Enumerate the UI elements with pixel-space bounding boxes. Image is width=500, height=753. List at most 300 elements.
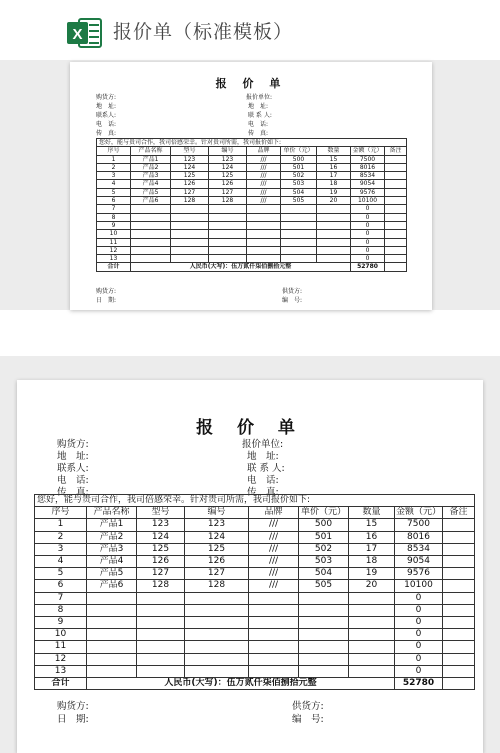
quote-sheet-small <box>70 62 432 310</box>
phone2-label: 电 话: <box>247 475 279 486</box>
table-row <box>35 641 475 653</box>
column-header: 序号 <box>35 507 87 519</box>
table-cell: 19 <box>317 188 351 196</box>
table-cell: 127 <box>137 568 185 580</box>
table-cell: /// <box>249 580 299 592</box>
table-cell <box>385 172 407 180</box>
table-cell: 6 <box>35 580 87 592</box>
address2-label: 地 址: <box>248 103 269 110</box>
table-cell: 7500 <box>351 155 385 163</box>
table-cell: 产品3 <box>87 543 137 555</box>
table-cell: 产品1 <box>87 519 137 531</box>
table-cell: 502 <box>281 172 317 180</box>
table-cell: 124 <box>209 163 247 171</box>
header-row <box>97 147 407 155</box>
table-cell: 501 <box>299 531 349 543</box>
table-cell: 123 <box>171 155 209 163</box>
table-cell: 5 <box>35 568 87 580</box>
intro-row <box>97 139 407 147</box>
table-cell: 4 <box>35 556 87 568</box>
table-cell: 502 <box>299 543 349 555</box>
table-cell <box>87 641 137 653</box>
phone-label: 电 话: <box>57 475 89 486</box>
table-cell: 8534 <box>351 172 385 180</box>
table-cell: 7500 <box>395 519 443 531</box>
table-cell <box>443 629 475 641</box>
table-cell <box>247 238 281 246</box>
buyer-label: 购货方: <box>96 94 117 101</box>
table-cell: /// <box>247 163 281 171</box>
table-cell <box>131 238 171 246</box>
table-cell <box>185 604 249 616</box>
table-cell: 126 <box>171 180 209 188</box>
table-cell: 125 <box>137 543 185 555</box>
fax-label: 传 真: <box>96 130 117 137</box>
table-cell: 1 <box>97 155 131 163</box>
address-label: 地 址: <box>57 451 89 462</box>
table-cell <box>299 641 349 653</box>
table-cell: 125 <box>185 543 249 555</box>
table-cell: /// <box>249 556 299 568</box>
table-cell <box>317 205 351 213</box>
table-cell <box>171 230 209 238</box>
table-cell: 0 <box>395 617 443 629</box>
table-cell <box>317 238 351 246</box>
table-cell: 0 <box>395 592 443 604</box>
table-cell: 505 <box>299 580 349 592</box>
table-cell <box>171 205 209 213</box>
table-cell: 产品4 <box>131 180 171 188</box>
table-cell: 0 <box>351 238 385 246</box>
table-cell <box>443 665 475 677</box>
table-cell <box>249 653 299 665</box>
table-cell: 3 <box>35 543 87 555</box>
total-words: 人民币(大写)：伍万贰仟柒佰捌拾元整 <box>87 678 395 690</box>
column-header: 型号 <box>137 507 185 519</box>
fax2-label: 传 真: <box>248 130 269 137</box>
total-value: 52780 <box>395 678 443 690</box>
footer-supplier: 供货方: <box>292 701 324 712</box>
table-cell: 9576 <box>351 188 385 196</box>
contact2-label: 联 系 人: <box>247 463 285 474</box>
table-cell <box>247 230 281 238</box>
table-cell: 504 <box>299 568 349 580</box>
column-header: 编号 <box>185 507 249 519</box>
quote-table <box>96 138 407 272</box>
excel-icon <box>67 17 103 49</box>
table-cell: 11 <box>97 238 131 246</box>
table-cell: 2 <box>35 531 87 543</box>
table-cell: 128 <box>209 197 247 205</box>
table-cell: 124 <box>185 531 249 543</box>
table-cell <box>247 221 281 229</box>
table-cell <box>209 221 247 229</box>
page-header <box>0 0 500 60</box>
header-row <box>35 507 475 519</box>
buyer-label: 购货方: <box>57 439 89 450</box>
table-row <box>35 592 475 604</box>
table-cell <box>443 531 475 543</box>
table-row <box>97 213 407 221</box>
table-cell <box>171 238 209 246</box>
table-cell: 124 <box>137 531 185 543</box>
address-label: 地 址: <box>96 103 117 110</box>
table-cell <box>131 213 171 221</box>
table-cell <box>443 568 475 580</box>
table-cell <box>185 665 249 677</box>
doc-title: 报 价 单 <box>196 418 304 438</box>
table-cell <box>247 255 281 263</box>
table-cell <box>209 230 247 238</box>
quote-unit-label: 报价单位: <box>246 94 273 101</box>
table-cell: 10 <box>35 629 87 641</box>
phone2-label: 电 话: <box>248 121 269 128</box>
table-cell <box>281 230 317 238</box>
column-header: 数量 <box>349 507 395 519</box>
table-row <box>97 188 407 196</box>
table-cell <box>317 221 351 229</box>
table-cell: 125 <box>209 172 247 180</box>
table-cell <box>87 629 137 641</box>
column-header: 编号 <box>209 147 247 155</box>
column-header: 备注 <box>385 147 407 155</box>
table-cell <box>385 238 407 246</box>
table-cell: 19 <box>349 568 395 580</box>
table-cell <box>131 205 171 213</box>
table-row <box>97 163 407 171</box>
table-cell <box>209 213 247 221</box>
table-cell <box>185 592 249 604</box>
column-header: 序号 <box>97 147 131 155</box>
table-cell <box>317 255 351 263</box>
table-cell: 15 <box>349 519 395 531</box>
table-cell: 8534 <box>395 543 443 555</box>
total-row <box>35 678 475 690</box>
table-cell: 500 <box>299 519 349 531</box>
quote-table <box>34 494 475 690</box>
table-row <box>35 531 475 543</box>
table-cell <box>185 617 249 629</box>
table-row <box>97 172 407 180</box>
table-cell <box>385 155 407 163</box>
table-cell: 0 <box>395 653 443 665</box>
total-row <box>97 263 407 271</box>
table-cell: 产品1 <box>131 155 171 163</box>
table-cell: 9 <box>97 221 131 229</box>
table-cell: /// <box>249 543 299 555</box>
table-row <box>35 604 475 616</box>
table-cell: 126 <box>209 180 247 188</box>
table-cell: 11 <box>35 641 87 653</box>
footer-number: 编 号: <box>292 714 324 725</box>
table-cell <box>385 221 407 229</box>
table-cell: 0 <box>395 604 443 616</box>
total-label: 合计 <box>35 678 87 690</box>
quote-sheet-large <box>17 380 483 753</box>
table-cell <box>247 246 281 254</box>
table-cell: 10100 <box>351 197 385 205</box>
table-cell <box>171 221 209 229</box>
table-cell: 13 <box>97 255 131 263</box>
table-cell <box>185 653 249 665</box>
table-row <box>35 556 475 568</box>
table-cell <box>209 205 247 213</box>
table-cell <box>209 246 247 254</box>
table-cell <box>137 629 185 641</box>
table-cell <box>443 580 475 592</box>
column-header: 数量 <box>317 147 351 155</box>
table-cell <box>385 246 407 254</box>
table-row <box>97 205 407 213</box>
footer-supplier: 供货方: <box>282 288 303 295</box>
table-cell <box>299 592 349 604</box>
table-cell <box>137 592 185 604</box>
table-cell: 0 <box>351 221 385 229</box>
table-cell: /// <box>247 197 281 205</box>
doc-title: 报 价 单 <box>215 77 287 90</box>
table-cell <box>131 230 171 238</box>
table-cell: 20 <box>349 580 395 592</box>
fax-label: 传 真: <box>57 487 89 498</box>
table-row <box>35 665 475 677</box>
table-cell: 128 <box>185 580 249 592</box>
column-header: 单价（元） <box>281 147 317 155</box>
table-cell: 9054 <box>351 180 385 188</box>
table-cell: 9054 <box>395 556 443 568</box>
table-cell: 0 <box>351 213 385 221</box>
table-cell <box>385 205 407 213</box>
table-cell <box>443 543 475 555</box>
table-cell: 16 <box>349 531 395 543</box>
table-cell: 10 <box>97 230 131 238</box>
table-cell <box>249 629 299 641</box>
table-cell <box>247 205 281 213</box>
footer-buyer: 购货方: <box>57 701 89 712</box>
table-cell <box>349 665 395 677</box>
column-header: 品牌 <box>249 507 299 519</box>
table-cell <box>87 665 137 677</box>
table-cell <box>443 592 475 604</box>
table-row <box>97 155 407 163</box>
table-cell <box>385 255 407 263</box>
table-cell: 127 <box>185 568 249 580</box>
table-cell <box>385 188 407 196</box>
table-cell: 产品2 <box>87 531 137 543</box>
table-cell: 127 <box>171 188 209 196</box>
table-cell <box>249 665 299 677</box>
table-cell: 13 <box>35 665 87 677</box>
column-header: 产品名称 <box>131 147 171 155</box>
table-cell: 产品5 <box>131 188 171 196</box>
table-cell <box>137 653 185 665</box>
table-cell: 123 <box>137 519 185 531</box>
table-cell: 4 <box>97 180 131 188</box>
table-cell: 17 <box>317 172 351 180</box>
table-cell <box>349 592 395 604</box>
table-cell: 123 <box>185 519 249 531</box>
table-cell <box>281 255 317 263</box>
table-cell: 8016 <box>351 163 385 171</box>
table-cell <box>317 213 351 221</box>
table-row <box>35 580 475 592</box>
table-cell <box>171 246 209 254</box>
table-cell: 9576 <box>395 568 443 580</box>
table-cell: 8 <box>97 213 131 221</box>
table-row <box>97 246 407 254</box>
table-cell <box>349 617 395 629</box>
footer-buyer: 购货方: <box>96 288 117 295</box>
table-cell: 18 <box>317 180 351 188</box>
table-cell: 128 <box>171 197 209 205</box>
column-header: 品牌 <box>247 147 281 155</box>
table-cell: 16 <box>317 163 351 171</box>
table-cell <box>299 653 349 665</box>
table-cell: 125 <box>171 172 209 180</box>
table-cell: 1 <box>35 519 87 531</box>
table-cell: 123 <box>209 155 247 163</box>
table-cell: 产品5 <box>87 568 137 580</box>
table-cell <box>185 641 249 653</box>
table-row <box>35 629 475 641</box>
table-cell: 503 <box>299 556 349 568</box>
table-cell: 18 <box>349 556 395 568</box>
table-cell <box>443 617 475 629</box>
table-cell <box>209 255 247 263</box>
table-row <box>97 230 407 238</box>
table-cell: 500 <box>281 155 317 163</box>
table-row <box>97 221 407 229</box>
table-cell <box>443 653 475 665</box>
total-remark <box>443 678 475 690</box>
intro-row <box>35 495 475 507</box>
table-cell <box>299 604 349 616</box>
table-cell <box>171 213 209 221</box>
table-cell: 0 <box>395 641 443 653</box>
table-cell <box>281 205 317 213</box>
table-cell <box>137 641 185 653</box>
table-cell <box>317 230 351 238</box>
table-cell <box>249 617 299 629</box>
page-title: 报价单（标准模板） <box>113 21 294 43</box>
table-cell: 17 <box>349 543 395 555</box>
column-header: 单价（元） <box>299 507 349 519</box>
total-value: 52780 <box>351 263 385 271</box>
table-cell: 505 <box>281 197 317 205</box>
table-cell: 0 <box>395 665 443 677</box>
contact-label: 联系人: <box>57 463 89 474</box>
table-cell: /// <box>247 172 281 180</box>
table-row <box>35 519 475 531</box>
table-cell <box>299 665 349 677</box>
fax2-label: 传 真: <box>247 487 279 498</box>
table-cell <box>299 629 349 641</box>
table-row <box>97 238 407 246</box>
table-cell <box>87 653 137 665</box>
table-cell: /// <box>247 188 281 196</box>
table-cell: 15 <box>317 155 351 163</box>
table-cell <box>317 246 351 254</box>
table-cell: 0 <box>395 629 443 641</box>
intro-text: 您好，能与贵司合作，我司倍感荣幸。针对贵司所需，我司报价如下: <box>35 495 475 507</box>
table-cell: 124 <box>171 163 209 171</box>
table-cell <box>385 163 407 171</box>
intro-text: 您好，能与贵司合作，我司倍感荣幸。针对贵司所需，我司报价如下: <box>97 139 407 147</box>
table-cell: 5 <box>97 188 131 196</box>
table-cell: /// <box>249 519 299 531</box>
table-row <box>35 653 475 665</box>
table-cell: /// <box>249 531 299 543</box>
table-cell: 7 <box>97 205 131 213</box>
table-cell: 504 <box>281 188 317 196</box>
table-cell <box>349 629 395 641</box>
table-cell: 126 <box>137 556 185 568</box>
table-row <box>97 255 407 263</box>
footer-number: 编 号: <box>282 297 303 304</box>
table-cell <box>131 221 171 229</box>
footer-date: 日 期: <box>96 297 117 304</box>
table-cell: 产品4 <box>87 556 137 568</box>
table-cell <box>87 604 137 616</box>
table-cell <box>137 665 185 677</box>
table-row <box>35 543 475 555</box>
table-row <box>97 197 407 205</box>
table-cell <box>349 641 395 653</box>
table-cell <box>247 213 281 221</box>
table-cell <box>385 213 407 221</box>
table-cell <box>131 255 171 263</box>
table-cell <box>385 180 407 188</box>
table-cell <box>185 629 249 641</box>
phone-label: 电 话: <box>96 121 117 128</box>
table-cell <box>443 604 475 616</box>
contact2-label: 联 系 人: <box>248 112 272 119</box>
table-cell: 产品2 <box>131 163 171 171</box>
contact-label: 联系人: <box>96 112 117 119</box>
table-cell: /// <box>249 568 299 580</box>
table-cell <box>349 604 395 616</box>
svg-text:X: X <box>72 26 83 43</box>
column-header: 金额（元） <box>395 507 441 518</box>
table-cell: 3 <box>97 172 131 180</box>
table-cell <box>137 604 185 616</box>
total-remark <box>385 263 407 271</box>
table-cell: /// <box>247 155 281 163</box>
address2-label: 地 址: <box>247 451 279 462</box>
table-cell: 126 <box>185 556 249 568</box>
table-cell <box>385 197 407 205</box>
table-cell: 127 <box>209 188 247 196</box>
table-cell <box>249 641 299 653</box>
table-cell <box>249 592 299 604</box>
total-words: 人民币(大写)：伍万贰仟柒佰捌拾元整 <box>131 263 351 271</box>
table-cell: 0 <box>351 246 385 254</box>
table-cell <box>299 617 349 629</box>
table-cell: 产品6 <box>87 580 137 592</box>
table-cell <box>385 230 407 238</box>
table-cell: 0 <box>351 255 385 263</box>
column-header: 金额（元） <box>352 147 383 155</box>
table-cell: 503 <box>281 180 317 188</box>
quote-unit-label: 报价单位: <box>242 439 284 450</box>
table-cell <box>443 519 475 531</box>
column-header: 型号 <box>171 147 209 155</box>
table-cell: 0 <box>351 230 385 238</box>
table-cell: 20 <box>317 197 351 205</box>
table-cell: 12 <box>35 653 87 665</box>
table-cell: 9 <box>35 617 87 629</box>
table-cell <box>349 653 395 665</box>
table-cell: 501 <box>281 163 317 171</box>
